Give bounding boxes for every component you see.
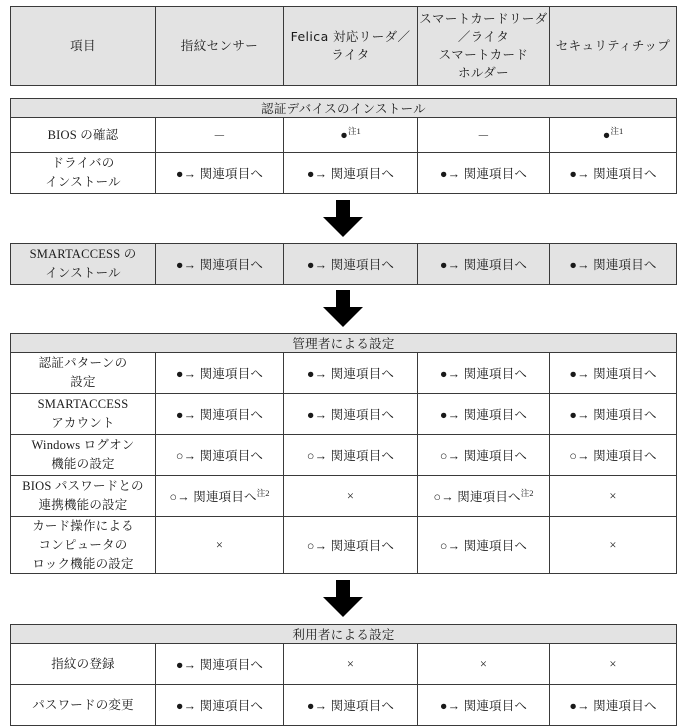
table-row xyxy=(11,435,677,476)
section-title-row-user-settings xyxy=(11,625,677,644)
cell-driver-install-smartcard xyxy=(418,153,550,194)
cell-note: 注2 xyxy=(520,487,534,498)
cell-smartaccess-install-fingerprint-sensor xyxy=(156,244,284,285)
cell-smartaccess-install-felica xyxy=(284,244,418,285)
arrow-down-icon xyxy=(321,290,365,328)
cell-value: × xyxy=(479,656,488,671)
cell-note: 注1 xyxy=(610,125,624,136)
flow-arrow-2-container xyxy=(10,285,676,333)
cell-password-change-felica xyxy=(284,685,418,726)
header-cell-security-chip xyxy=(550,7,677,86)
header-cell-item xyxy=(11,7,156,86)
cell-value: ●→ 関連項目へ xyxy=(439,258,528,272)
row-label-password-change xyxy=(11,685,156,726)
cell-value: ●→ 関連項目へ xyxy=(439,699,528,714)
cell-note: 注1 xyxy=(348,125,361,136)
cell-card-lock-security-chip xyxy=(550,517,677,574)
cell-smartaccess-account-smartcard xyxy=(418,394,550,435)
cell-fingerprint-registration-smartcard xyxy=(418,644,550,685)
arrow-down-icon xyxy=(321,580,365,618)
row-label-line2: 設定 xyxy=(70,375,96,389)
table-row xyxy=(11,244,677,285)
cell-value: ○→ 関連項目へ xyxy=(169,490,257,504)
cell-value: ○→ 関連項目へ xyxy=(433,490,521,504)
cell-value: ●→ 関連項目へ xyxy=(175,408,264,422)
section-title-admin-settings: 管理者による設定 xyxy=(11,334,677,353)
cell-driver-install-fingerprint-sensor xyxy=(156,153,284,194)
cell-value: × xyxy=(215,537,224,552)
cell-fingerprint-registration-security-chip xyxy=(550,644,677,685)
cell-value: ○→ 関連項目へ xyxy=(306,539,395,554)
section-table-admin-settings xyxy=(10,333,677,574)
cell-bios-check-smartcard xyxy=(418,118,550,153)
table-row xyxy=(11,517,677,574)
cell-value: ●→ 関連項目へ xyxy=(306,699,395,714)
row-label-driver-install xyxy=(11,153,156,194)
row-label-line1: SMARTACCESS xyxy=(37,397,129,412)
cell-auth-pattern-fingerprint-sensor xyxy=(156,353,284,394)
header-label-smartcard-line2: ／ライタ xyxy=(457,28,510,44)
header-cell-fingerprint-sensor xyxy=(156,7,284,86)
cell-card-lock-fingerprint-sensor xyxy=(156,517,284,574)
cell-smartaccess-install-smartcard xyxy=(418,244,550,285)
row-label-line2: インストール xyxy=(45,175,121,189)
row-label-card-lock-setting xyxy=(11,517,156,574)
row-label-line1: Windows ログオン xyxy=(31,438,135,453)
row-label-windows-logon-setting xyxy=(11,435,156,476)
cell-value: ●→ 関連項目へ xyxy=(439,167,528,181)
cell-value: ●→ 関連項目へ xyxy=(175,367,264,381)
row-label-line1: BIOS の確認 xyxy=(47,127,119,142)
header-label-smartcard-line3: スマートカード xyxy=(438,47,529,62)
cell-smartaccess-account-felica xyxy=(284,394,418,435)
table-row xyxy=(11,353,677,394)
row-label-line1: カード操作による xyxy=(32,519,134,533)
row-label-line2: アカウント xyxy=(51,416,115,430)
cell-smartaccess-install-security-chip xyxy=(550,244,677,285)
cell-value: ●→ 関連項目へ xyxy=(175,699,264,714)
cell-windows-logon-security-chip xyxy=(550,435,677,476)
cell-value: ●→ 関連項目へ xyxy=(175,167,264,181)
cell-value: ○→ 関連項目へ xyxy=(439,449,528,463)
header-label-item: 項目 xyxy=(70,37,96,53)
cell-windows-logon-felica xyxy=(284,435,418,476)
cell-bios-password-link-fingerprint-sensor xyxy=(156,476,284,517)
row-label-line2: コンピュータの xyxy=(38,537,128,552)
section-title-install-auth-device: 認証デバイスのインストール xyxy=(11,99,677,118)
cell-value: ○→ 関連項目へ xyxy=(175,449,264,463)
cell-smartaccess-account-security-chip xyxy=(550,394,677,435)
header-label-felica-line2: ライタ xyxy=(331,47,370,62)
cell-bios-check-felica xyxy=(284,118,418,153)
cell-value: ●→ 関連項目へ xyxy=(175,258,264,272)
row-label-auth-pattern-setting xyxy=(11,353,156,394)
cell-value: ●→ 関連項目へ xyxy=(569,408,657,422)
cell-note: 注2 xyxy=(256,487,270,498)
cell-value: ○→ 関連項目へ xyxy=(306,449,395,463)
header-row xyxy=(11,7,677,86)
row-label-line2: 連携機能の設定 xyxy=(38,498,128,512)
cell-card-lock-smartcard xyxy=(418,517,550,574)
table-row xyxy=(11,394,677,435)
cell-driver-install-security-chip xyxy=(550,153,677,194)
cell-value: × xyxy=(609,488,617,503)
cell-fingerprint-registration-fingerprint-sensor xyxy=(156,644,284,685)
section-table-user-settings xyxy=(10,624,677,726)
row-label-line2: インストール xyxy=(45,266,121,280)
cell-value: ●→ 関連項目へ xyxy=(306,408,395,422)
cell-password-change-fingerprint-sensor xyxy=(156,685,284,726)
header-label-security-chip: セキュリティチップ xyxy=(555,37,671,53)
cell-driver-install-felica xyxy=(284,153,418,194)
cell-bios-password-link-felica xyxy=(284,476,418,517)
cell-auth-pattern-smartcard xyxy=(418,353,550,394)
row-label-line3: ロック機能の設定 xyxy=(32,556,134,571)
cell-card-lock-felica xyxy=(284,517,418,574)
cell-auth-pattern-felica xyxy=(284,353,418,394)
cell-value: ● xyxy=(340,127,348,142)
flow-arrow-1-container xyxy=(10,194,676,243)
cell-value: ● xyxy=(602,127,611,142)
cell-value: ●→ 関連項目へ xyxy=(306,367,395,381)
cell-windows-logon-fingerprint-sensor xyxy=(156,435,284,476)
cell-value: ●→ 関連項目へ xyxy=(306,258,395,272)
row-label-line1: 認証パターンの xyxy=(38,356,128,371)
cell-value: × xyxy=(346,488,355,503)
column-header-table xyxy=(10,6,677,86)
cell-value: ●→ 関連項目へ xyxy=(175,658,264,673)
flow-arrow-3-container xyxy=(10,574,676,624)
row-label-smartaccess-account xyxy=(11,394,156,435)
cell-bios-check-fingerprint-sensor xyxy=(156,118,284,153)
cell-windows-logon-smartcard xyxy=(418,435,550,476)
table-row xyxy=(11,476,677,517)
cell-value: － xyxy=(477,129,490,143)
cell-smartaccess-account-fingerprint-sensor xyxy=(156,394,284,435)
row-label-line1: 指紋の登録 xyxy=(51,656,115,671)
cell-value: ○→ 関連項目へ xyxy=(569,449,657,463)
section-table-install-auth-device xyxy=(10,98,677,194)
cell-value: ●→ 関連項目へ xyxy=(569,258,657,272)
header-cell-smartcard-reader-writer-holder xyxy=(418,7,550,86)
cell-value: × xyxy=(609,537,617,552)
cell-value: ●→ 関連項目へ xyxy=(569,699,657,714)
cell-fingerprint-registration-felica xyxy=(284,644,418,685)
cell-value: ●→ 関連項目へ xyxy=(439,367,528,381)
section-title-row-install-auth-device xyxy=(11,99,677,118)
cell-value: × xyxy=(346,656,355,671)
row-label-fingerprint-registration xyxy=(11,644,156,685)
section-table-install-smartaccess xyxy=(10,243,677,285)
cell-value: ○→ 関連項目へ xyxy=(439,539,528,554)
header-body-spacer xyxy=(10,86,676,98)
table-row xyxy=(11,153,677,194)
table-row xyxy=(11,685,677,726)
header-label-smartcard-line4: ホルダー xyxy=(457,65,510,81)
row-label-bios-password-link-setting xyxy=(11,476,156,517)
section-title-user-settings: 利用者による設定 xyxy=(11,625,677,644)
arrow-down-icon xyxy=(321,200,365,238)
row-label-line2: 機能の設定 xyxy=(51,457,115,471)
header-label-fingerprint-sensor: 指紋センサー xyxy=(180,37,259,53)
table-row xyxy=(11,644,677,685)
row-label-line1: パスワードの変更 xyxy=(32,697,134,712)
cell-bios-check-security-chip xyxy=(550,118,677,153)
cell-bios-password-link-security-chip xyxy=(550,476,677,517)
header-cell-felica-reader-writer xyxy=(284,7,418,86)
cell-value: ●→ 関連項目へ xyxy=(306,167,395,181)
row-label-line1: ドライバの xyxy=(51,156,115,171)
row-label-bios-check xyxy=(11,118,156,153)
table-row xyxy=(11,118,677,153)
header-label-felica-line1: Felica 対応リーダ／ xyxy=(290,28,411,44)
row-label-smartaccess-install xyxy=(11,244,156,285)
row-label-line1: BIOS パスワードとの xyxy=(22,479,144,494)
cell-auth-pattern-security-chip xyxy=(550,353,677,394)
header-label-smartcard-line1: スマートカードリーダ xyxy=(419,10,548,26)
cell-bios-password-link-smartcard xyxy=(418,476,550,517)
cell-value: － xyxy=(213,129,226,143)
cell-value: × xyxy=(609,656,617,671)
row-label-line1: SMARTACCESS の xyxy=(29,247,137,262)
cell-value: ●→ 関連項目へ xyxy=(569,367,657,381)
cell-password-change-smartcard xyxy=(418,685,550,726)
cell-value: ●→ 関連項目へ xyxy=(439,408,528,422)
section-title-row-admin-settings xyxy=(11,334,677,353)
cell-value: ●→ 関連項目へ xyxy=(569,167,657,181)
cell-password-change-security-chip xyxy=(550,685,677,726)
